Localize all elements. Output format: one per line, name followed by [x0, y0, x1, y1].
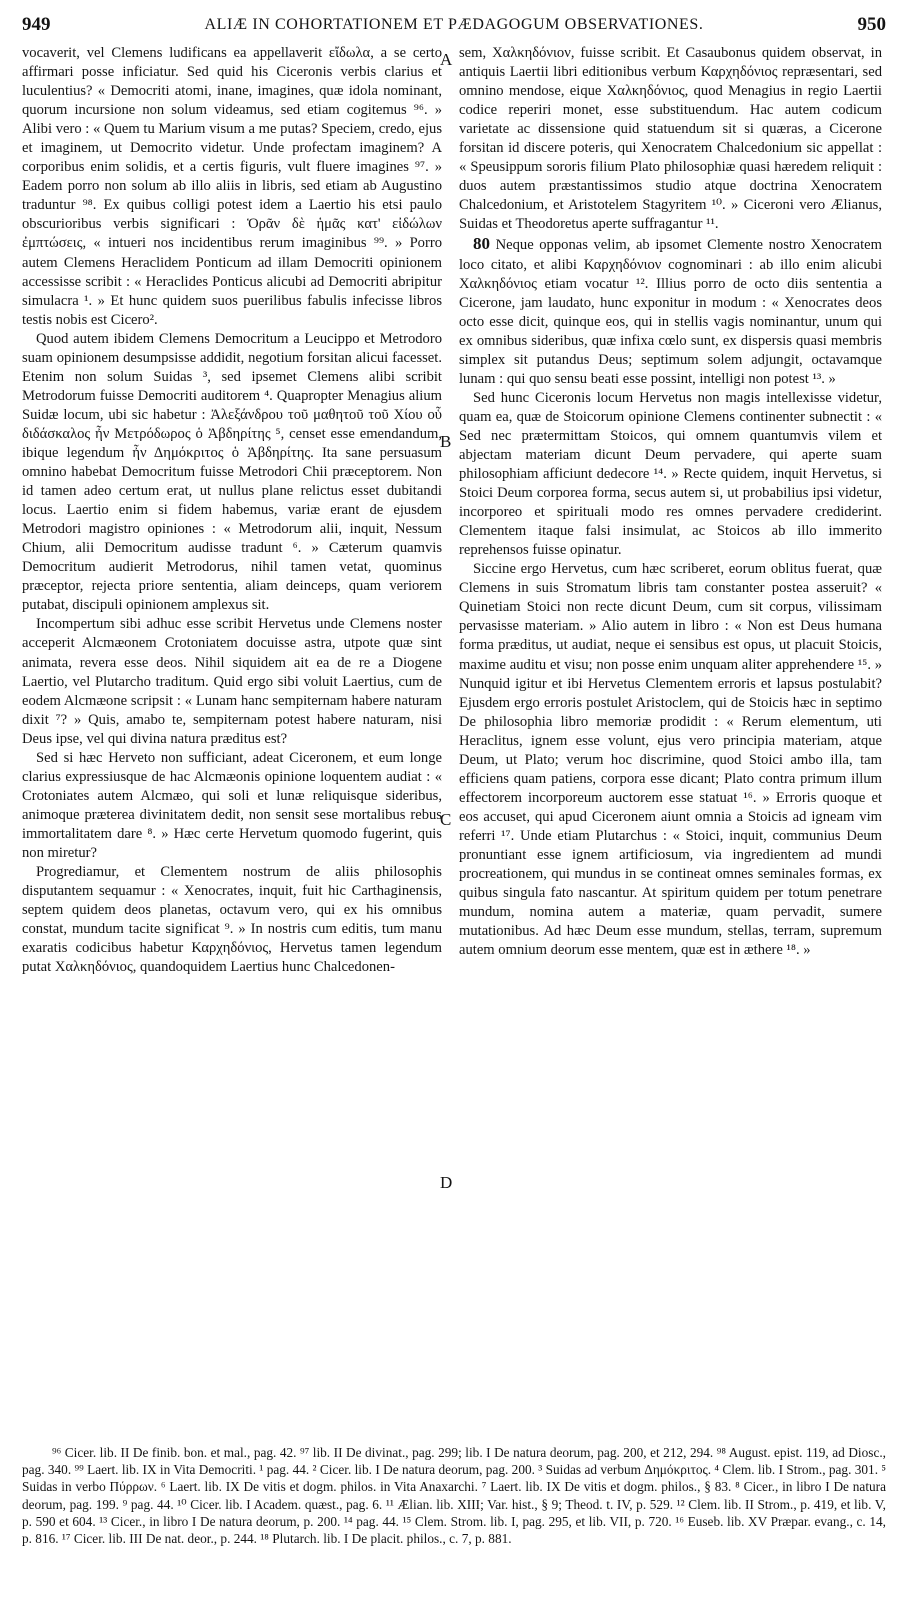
running-title: ALIÆ IN COHORTATIONEM ET PÆDAGOGUM OBSERVATIONES.	[204, 16, 704, 33]
page-number-left: 949	[22, 14, 51, 35]
left-paragraph-5: Progrediamur, et Clementem nostrum de aliis philosophis disputantem sequamur : « Xenocrates, inquit, fuit hic Carthaginensis, septem quidem deos planetas, octavum vero, qui ex his omnibus constat, mundum tacite significat ⁹. » In nostris cum editis, tum manu exaratis codicibus habetur Καρχηδόνιος, Hervetus tamen legendum putat Χαλκηδόνιος, quandoquidem Laertius hunc Chalcedonen-	[22, 864, 442, 976]
right-paragraph-2-text: Neque opponas velim, ab ipsomet Clemente nostro Xenocratem loco citato, et alibi Καρχηδόνιον cognominari : ab illo enim alicubi Χαλκηδόνιος etiam vocatur ¹². Illius porro de octo diis sententia a Cicerone, jam laudato, hunc exponitur in modum : « Xenocrates deos octo esse dicit, quinque eos, qui in stellis vagis nominantur, unum qui ex omnibus sideribus, quæ infixa cœlo sunt, ex dispersis quasi membris simplex sit putandus Deus; septimum solem adjungit, octavamque lunam : qui quo sensu beati esse possint, intelligi non potest ¹³. »	[459, 237, 882, 387]
margin-letter-c: C	[440, 810, 452, 829]
margin-letter-a: A	[440, 50, 453, 69]
footnotes	[22, 1444, 886, 1547]
footnotes-text: ⁹⁶ Cicer. lib. II De finib. bon. et mal., pag. 42. ⁹⁷ lib. II De divinat., pag. 299; lib. I De natura deorum, pag. 200, et 212, 294. ⁹⁸ August. epist. 119, ad Diosc., pag. 340. ⁹⁹ Laert. lib. IX in Vita Democriti. ¹ pag. 44. ² Cicer. lib. I De natura deorum, pag. 200. ³ Suidas ad verbum Δημόκριτος. ⁴ Clem. lib. I Strom., pag. 301. ⁵ Suidas in verbo Πύρρων. ⁶ Laert. lib. IX De vitis et dogm. philos. in Vita Anaxarchi. ⁷ Laert. lib. IX De vitis et dogm. philos., § 83. ⁸ Cicer., in libro I De natura deorum, pag. 199. ⁹ pag. 44. ¹⁰ Cicer. lib. I Academ. quæst., pag. 6. ¹¹ Ælian. lib. XIII; Var. hist., § 9; Theod. t. IV, p. 529. ¹² Clem. lib. II Strom., p. 419, et lib. V, p. 590 et 604. ¹³ Cicer., in libro I De natura deorum, p. 200. ¹⁴ pag. 44. ¹⁵ Clem. Strom. lib. I, pag. 295, et lib. VII, p. 720. ¹⁶ Euseb. lib. XV Præpar. evang., c. 14, p. 816. ¹⁷ Cicer. lib. III De nat. deor., p. 244. ¹⁸ Plutarch. lib. I De placit. philos., c. 7, p. 881.	[22, 1445, 886, 1547]
right-paragraph-2	[459, 234, 882, 388]
left-paragraph-2: Quod autem ibidem Clemens Democritum a Leucippo et Metrodoro suam opinionem desumpsisse addidit, negotium forsitan alicui facesset. Etenim non solum Suidas ³, sed ipsemet Clemens alibi scribit Metrodorum fuisse Democriti auditorem ⁴. Quapropter Menagius alium Suidæ locum, ubi sic habetur : Ἀλεξάνδρου τοῦ μαθητοῦ τοῦ Χίου οὗ διδάσκαλος ἦν Μετρόδωρος ὁ Ἀβδηρίτης ⁵, censet esse emendandum, ibique legendum ἦν Δημόκριτος ὁ Ἀβδηρίτης. Ita sane persuasum omnino habebat Democritum fuisse Metrodori Chii præceptorem. Non id tamen adeo certum erat, ut nullus plane relictus esset dubitandi locus. Laertio enim si fidem habemus, variæ erant de ejusdem Metrodori magistro opiniones : « Metrodorum alii, inquit, Nessum Chium, alii Democritum audisse tradunt ⁶. » Cæterum quamvis Democritum audierit Metrodorus, nihil tamen vetat, quominus præceptor, rejecta priore sententia, aliam deinceps, quam veriorem putabat, discipuli opinionem amplexus sit.	[22, 330, 442, 614]
right-paragraph-1: sem, Χαλκηδόνιον, fuisse scribit. Et Casaubonus quidem observat, in antiquis Laertii libri editionibus verbum Καρχηδόνιος repræsentari, sed omnino mendose, eique Χαλκηδόνιος, quod Menagius in regio Laertii codice reperiri monet, esse substituendum. Hac autem codicum varietate ac dissensione quid statuendum sit si quæras, a Cicerone forsitan id discere poteris, qui Xenocratem Chalcedonium sic appellat : « Speusippum sororis filium Plato philosophiæ quasi hæredem reliquit : duos autem præstantissimos studio atque doctrina Xenocratem Chalcedonium, et Aristotelem Stagyritem ¹⁰. » Ciceroni vero Ælianus, Suidas et Theodoretus aperte suffragantur ¹¹.	[459, 45, 882, 233]
left-paragraph-4: Sed si hæc Herveto non sufficiant, adeat Ciceronem, et eum longe clarius expressiusque de hac Alcmæonis opinione loquentem audiat : « Crotoniates autem Alcmæo, qui soli et lunæ reliquisque sideribus, animoque præterea divinitatem dedit, non sensit sese mortalibus rebus immortalitatem dare ⁸. » Hæc certe Hervetum quomodo fugerint, quis non miretur?	[22, 749, 442, 861]
paragraph-number: 80	[473, 234, 490, 254]
right-paragraph-4: Siccine ergo Hervetus, cum hæc scriberet, eorum oblitus fuerat, quæ Clemens in suis Stromatum libris tam constanter postea asseruit? « Quinetiam Stoici non recte dicunt Deum, cum sit corpus, vilissimam pervasisse materiam. » Alio autem in libro : « Non est Deus humana forma præditus, ut audiat, neque ei sensibus est opus, ut placuit Stoicis, maxime auditu et visu; non posse enim unquam aliter apprehendere ¹⁵. » Nunquid igitur et ibi Hervetus Clementem erroris et lapsus postulabit? Ejusdem ergo erroris postulet Aristoclem, qui de Stoicis hæc in septimo De philosophia libro memoriæ prodidit : « Rerum elementum, uti Heraclitus, ignem esse volunt, ejus vero principia materiam, atque Deum, ut Plato; verum hoc discrimine, quod Stoici ambo illa, tam efficiens quam patiens, corpora esse dicant; Plato contra primum illum effectorem incorporeum auctorem esse statuat ¹⁶. » Erroris quoque et eos accuset, qui apud Ciceronem aiunt omnia a Stoicis ad igneam vim referri ¹⁷. Unde etiam Plutarchus : « Stoici, inquit, communius Deum pronuntiant esse ignem artificiosum, via ingredientem ad mundi procreationem, qui mundus in se contineat omnes seminales formas, ex quibus singula fato nascantur. At spiritum quidem per totum penetrare mundum, nomina autem a materiæ, quam pervadit, sumere mutationibus. Ad hæc Deum esse mundum, stellas, terram, supremum autem omnium deorum esse mentem, quæ est in æthere ¹⁸. »	[459, 561, 882, 959]
left-paragraph-3: Incompertum sibi adhuc esse scribit Hervetus unde Clemens noster acceperit Alcmæonem Crotoniatem docuisse astra, utpote quæ sint animata, revera esse deos. Nihil siquidem ait ea de re a Diogene Laertio, vel Plutarcho traditum. Quid ergo sibi voluit Laertius, cum de eodem Alcmæone scripsit : « Lunam hanc sempiternam habere naturam dixit ⁷? » Quis, amabo te, sempiternam potest habere naturam, nisi Deus ipse, vel qui divina natura præditus est?	[22, 616, 442, 747]
left-paragraph-1: vocaverit, vel Clemens ludificans ea appellaverit εἴδωλα, a se certo affirmari posse inficiatur. Sed quid his Ciceronis verbis clarius et luculentius? « Democriti atomi, inane, imagines, quæ idola nominant, quorum incursione non solum videamus, sed etiam cogitemus ⁹⁶. » Alibi vero : « Quem tu Marium visum a me putas? Speciem, credo, ejus et imaginem, ut Democrito videtur. Unde profectam imaginem? A corporibus enim solidis, et a certis figuris, vult fluere imagines ⁹⁷. » Eadem porro non solum ab illo aliis in libris, sed etiam ab Augustino traduntur ⁹⁸. Ex quibus colligi potest idem a Laertio his etsi paulo obscurioribus verbis significari : Ὁρᾶν δὲ ἡμᾶς κατ' εἰδώλων ἐμπτώσεις, « intueri nos incidentibus rerum imaginibus ⁹⁹. » Porro autem Clemens Heraclidem Ponticum ad illam Democriti opinionem accessisse scribit : « Heraclides Ponticus alicubi ad Democriti abripitur simulacra ¹. » Et hunc quidem suos puerilibus fabulis infecisse libros testis nobis est Cicero².	[22, 45, 442, 328]
running-header	[22, 14, 886, 38]
right-column	[459, 44, 882, 960]
margin-letter-b: B	[440, 432, 452, 451]
margin-letter-d: D	[440, 1173, 453, 1192]
page-number-right: 950	[857, 14, 886, 35]
left-column	[22, 44, 442, 977]
right-paragraph-3: Sed hunc Ciceronis locum Hervetus non magis intellexisse videtur, quam ea, quæ de Stoicorum opinione Clemens continenter subnectit : « Sed nec prætermittam Stoicos, qui omnem quantumvis vilem et abjectam materiam dicunt Deum pervadere, qui aperte suam philosophiam afficiunt dedecore ¹⁴. » Recte quidem, inquit Hervetus, si Stoici Deum corporea forma, secus autem si, ut probabilius ipsi videtur, incorporeo et spirituali modo res omnes pervadere crediderint. Clementem itaque falsi insimulat, ac Stoicos ab illo immerito reprehensos fuisse opinatur.	[459, 389, 882, 559]
